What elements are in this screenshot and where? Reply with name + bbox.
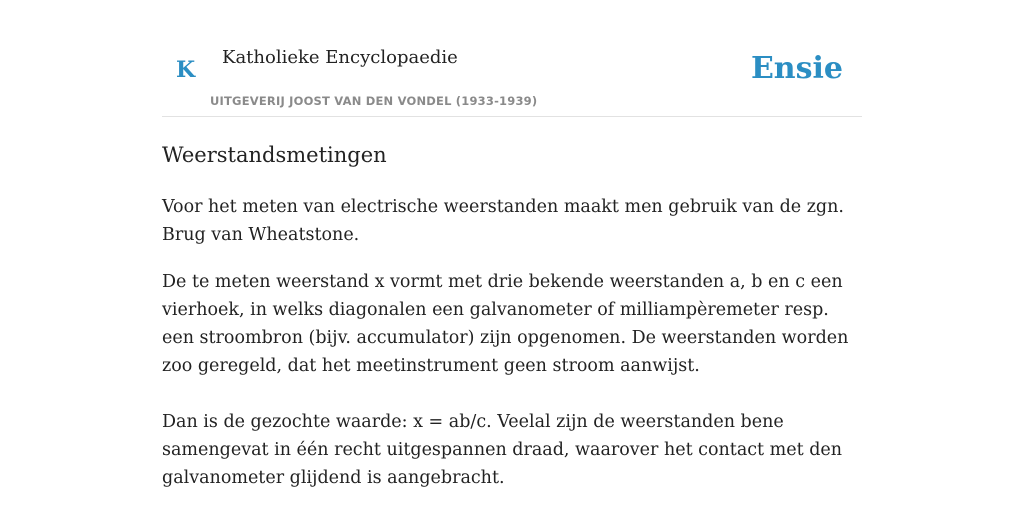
brand-logo[interactable]: Ensie	[750, 51, 843, 86]
publisher-label: UITGEVERIJ JOOST VAN DEN VONDEL (1933-1939)	[210, 94, 538, 108]
article-title: Weerstandsmetingen	[162, 143, 387, 167]
publication-title[interactable]: Katholieke Encyclopaedie	[222, 47, 458, 68]
article-paragraph: De te meten weerstand x vormt met drie bekende weerstanden a, b en c een vierhoek, in welks diagonalen een galvanometer of milliampèremeter resp. een stroombron (bijv. accumulator) zijn opgenomen. De weerstanden worden zoo geregeld, dat het meetinstrument geen stroom aanwijst.	[162, 272, 849, 376]
article-paragraph: Dan is de gezochte waarde: x = ab/c. Veelal zijn de weerstanden bene samengevat in één recht uitgespannen draad, waarover het contact met den galvanometer glijdend is aangebracht.	[162, 412, 843, 488]
publication-logo[interactable]: K	[176, 57, 196, 83]
article	[162, 139, 862, 492]
site-header	[162, 0, 862, 117]
article-paragraph: Voor het meten van electrische weerstanden maakt men gebruik van de zgn. Brug van Wheatstone.	[162, 197, 844, 245]
